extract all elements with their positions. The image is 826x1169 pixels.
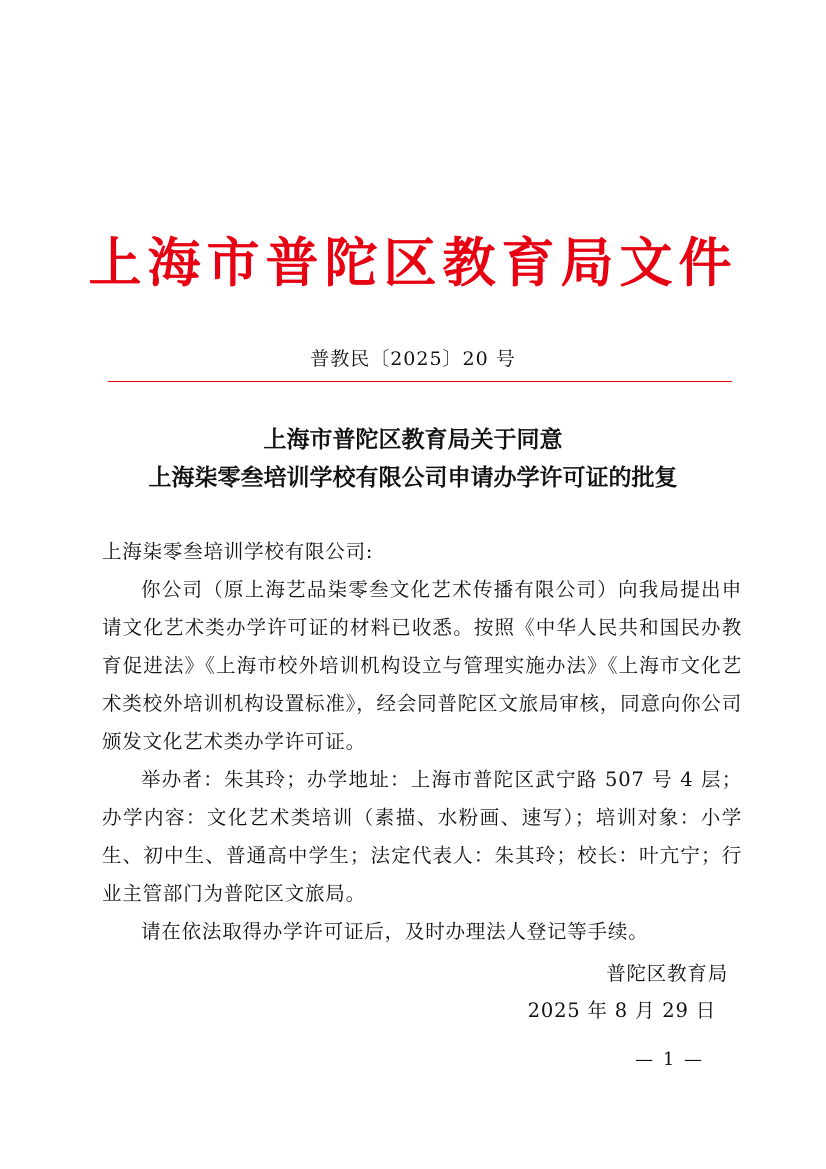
document-title-line-2: 上海柒零叁培训学校有限公司申请办学许可证的批复 [148,464,678,491]
addressee: 上海柒零叁培训学校有限公司: [102,540,374,563]
paragraph-details: 举办者：朱其玲；办学地址：上海市普陀区武宁路 507 号 4 层；办学内容：文化艺术类培训（素描、水粉画、速写）；培训对象：小学生、初中生、普通高中学生；法定代表人：朱其玲；校长：叶亢宁；行业主管部门为普陀区文旅局。 [102,768,742,905]
document-number: 普教民〔2025〕20 号 [310,348,516,370]
signature-organization: 普陀区教育局 [606,962,728,985]
red-divider-line [108,381,732,382]
page-number: — 1 — [635,1049,704,1070]
signature-date: 2025 年 8 月 29 日 [527,999,716,1022]
document-title-line-1: 上海市普陀区教育局关于同意 [263,426,563,453]
document-masthead: 上海市普陀区教育局文件 [88,232,738,294]
paragraph-instruction: 请在依法取得办学许可证后，及时办理法人登记等手续。 [141,920,649,943]
paragraph-approval: 你公司（原上海艺品柒零叁文化艺术传播有限公司）向我局提出申请文化艺术类办学许可证的材料已收悉。按照《中华人民共和国民办教育促进法》《上海市校外培训机构设立与管理实施办法》《上海市文化艺术类校外培训机构设置标准》，经会同普陀区文旅局审核，同意向你公司颁发文化艺术类办学许可证。 [102,578,742,753]
